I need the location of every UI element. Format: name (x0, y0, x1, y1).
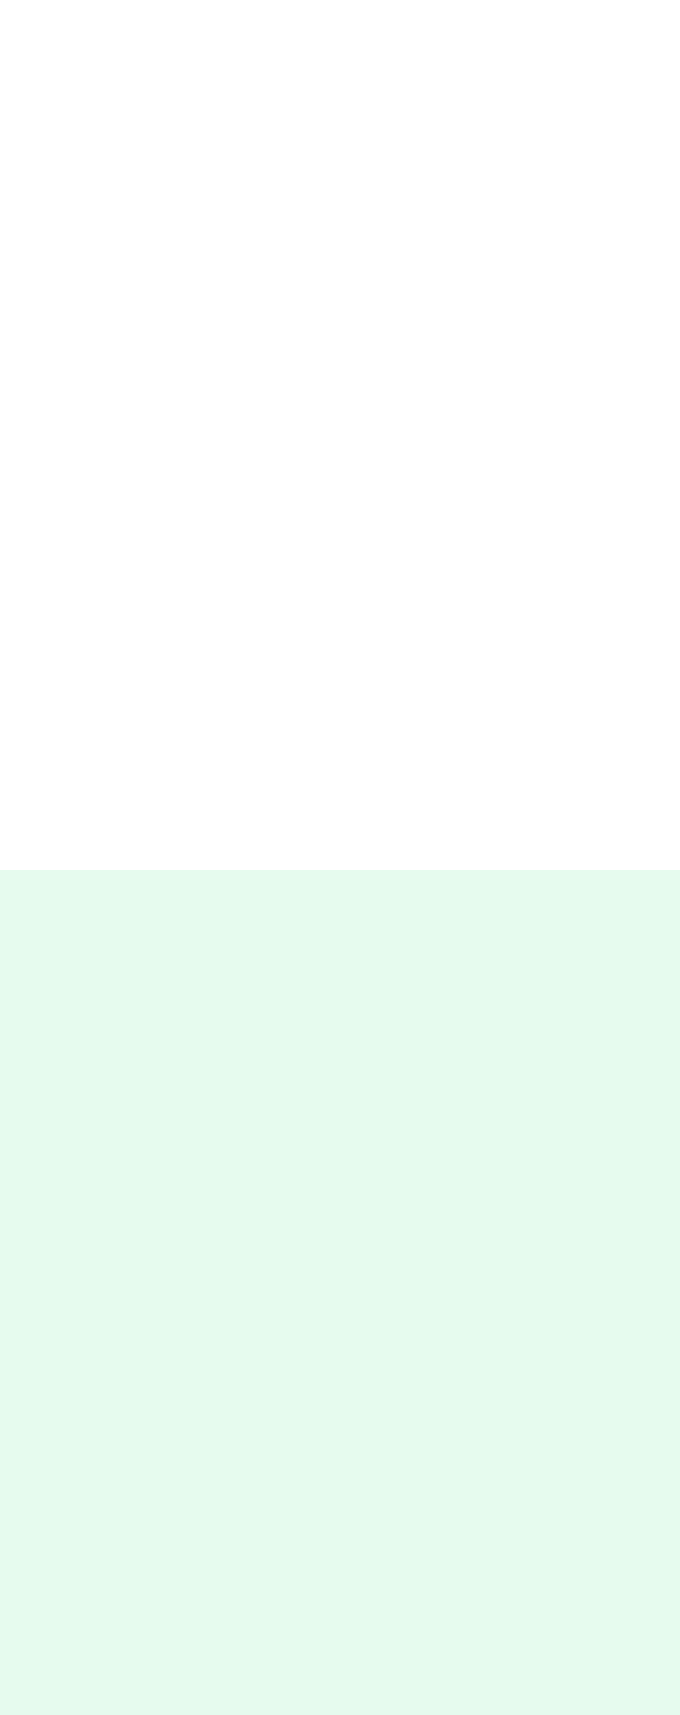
answer-section (0, 870, 680, 1715)
